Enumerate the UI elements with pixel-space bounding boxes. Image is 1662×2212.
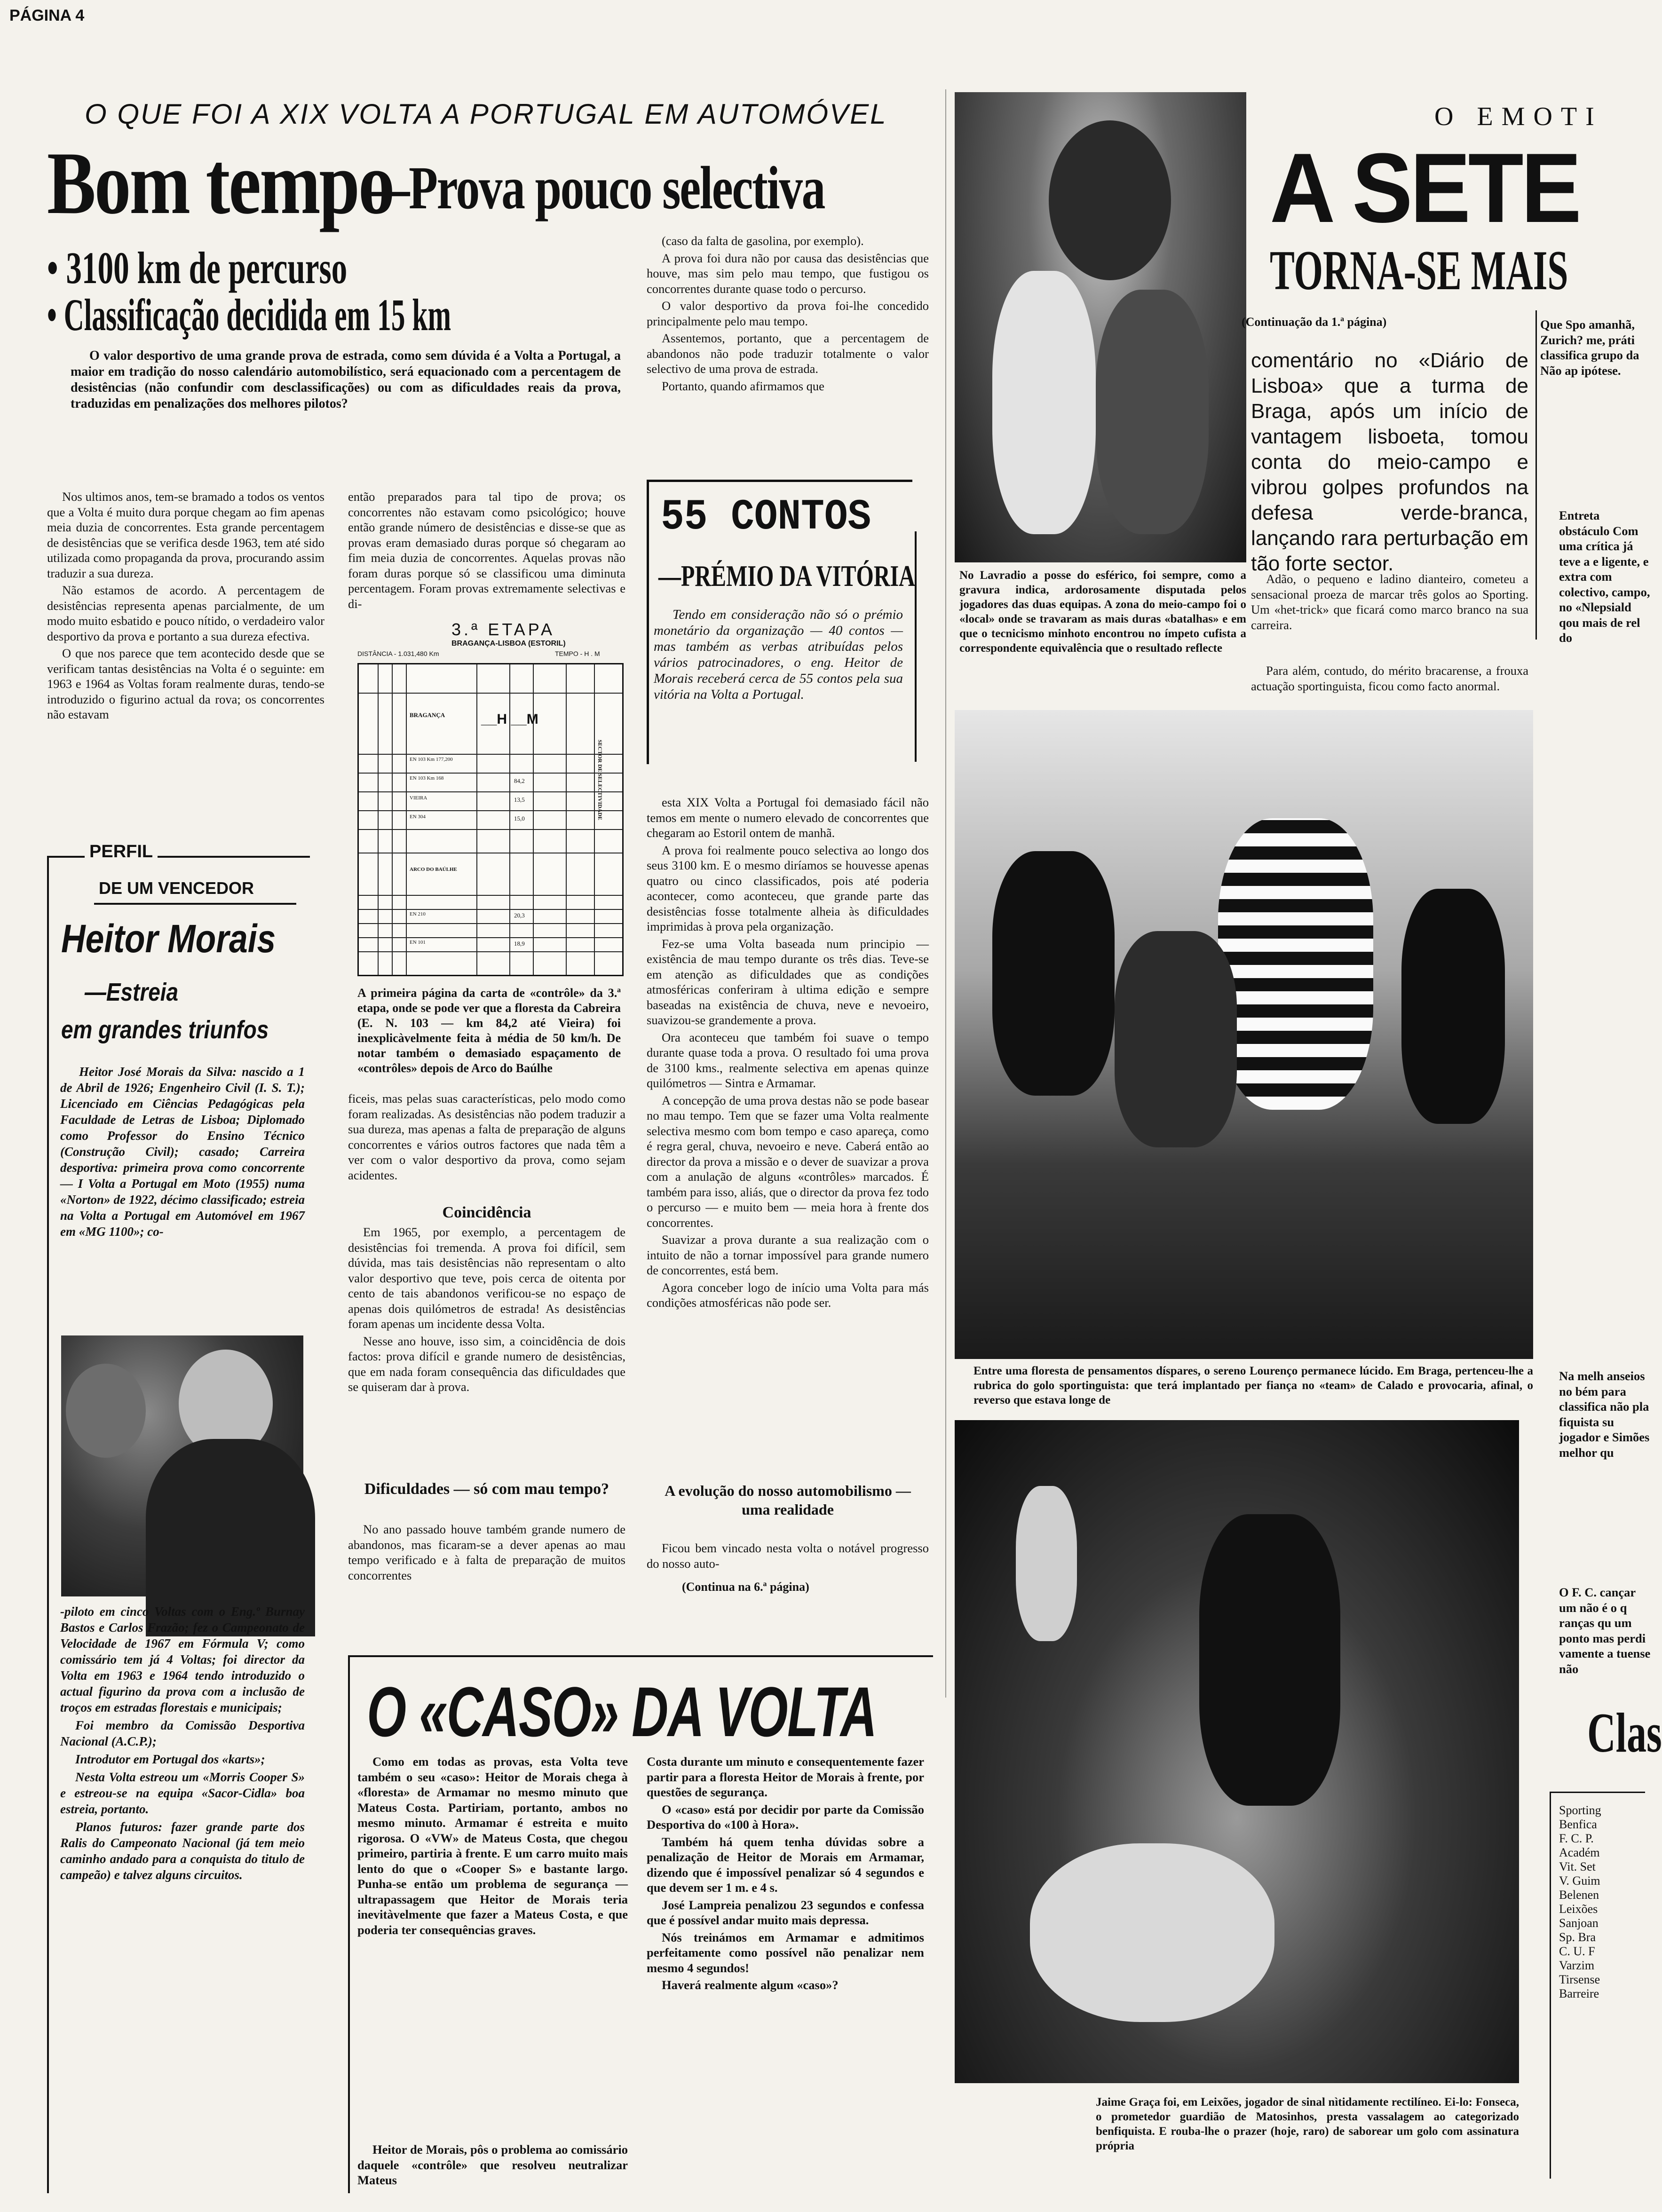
perfil-bio-2 [60, 1604, 305, 1885]
stage-value-2: 13,5 [514, 796, 525, 803]
col3-top-p3: O valor desportivo da prova foi-lhe concedido principalmente pelo mau tempo. [647, 299, 929, 328]
perfil-bio-1: Heitor José Morais da Silva: nascido a 1 de Abril de 1926; Engenheiro Civil (I. S. T.); Licenciado em Ciências Pedagógicas pela Faculdade de Letras de Lisboa; Diplomado como Professor do Ensino Técnico (Construção Civil); casado; Carreira desportiva: primeira prova como concorrente — I Volta a Portugal em Moto (1955) numa «Norton» de 1922, décimo classificado; estreia na Volta a Portugal em Automóvel em 1967 em «MG 1100»; co- [60, 1065, 305, 1239]
class-team-8: Leixões [1559, 1902, 1598, 1916]
right-kicker: O EMOTI [1434, 102, 1603, 131]
caso-col2-p6: Haverá realmente algum «caso»? [662, 1978, 839, 1992]
stage-place-2: EN 103 Km 177,200 [410, 757, 453, 762]
right-edge-clip [1540, 310, 1662, 2191]
page-label: PÁGINA 4 [9, 7, 85, 24]
subhead-coincidencia: Coincidência [442, 1204, 531, 1221]
stage-table-subtitle: BRAGANÇA-LISBOA (ESTORIL) [451, 640, 566, 648]
col3-top-p4: Assentemos, portanto, que a percentagem de abandonos não pode traduzir totalmente o valor selectivo de uma prova de estrada. [647, 331, 929, 376]
col2-top: então preparados para tal tipo de prova; os concorrentes não estavam como psicológico; houve então grande número de desistências e disse-se que as provas eram demasiado duras porque só chegaram ao fim meia duzia de concorrentes. Aquelas provas não foram duras porque só se classificou uma diminuta percentagem. Foram provas extremamente selectivas e di- [348, 490, 625, 611]
col1-p3: O que nos parece que tem acontecido desde que se verificam tantas desistências na Volta é o seguinte: em 1963 e 1964 as Voltas foram realmente duras, tendo-se introduzido o figurino actual da rova; os concorrentes não estavam [47, 646, 324, 721]
right-edge-rule [1535, 310, 1537, 640]
col3-mid-p3: Fez-se uma Volta baseada num principio — existência de mau tempo durante os três dias. Teve-se em atenção as dificuldades que as condições atmosféricas conferiram à ultima edição e sempre baseadas na existência de chuva, neve e nevoeiro, suavizou-se grandemente a prova. [647, 936, 929, 1027]
stage-place-5: EN 304 [410, 814, 426, 820]
col3-mid-p5: A concepção de uma prova destas não se pode basear no mau tempo. Tem que se fazer uma Volta realmente selectiva mesmo com bom tempo e caso apareça, como é regra geral, chuva, nevoeiro e neve. Caberá então ao director da prova a missão e o dever de suavizar a prova com a anulação de alguns «contrôles» marcados. É também para isso, aliás, que o director da prova fez todo o percurso — e muito bem — meia hora à frente dos concorrentes. [647, 1093, 929, 1230]
perfil-name: Heitor Morais [61, 916, 276, 961]
prize-subtitle: —PRÉMIO DA VITÓRIA [658, 559, 915, 592]
caso-col2-p4: José Lampreia penalizou 23 segundos e confessa que é possível andar muito mais depressa. [647, 1897, 924, 1927]
kicker: O QUE FOI A XIX VOLTA A PORTUGAL EM AUTOMÓVEL [85, 98, 887, 130]
class-team-9: Sanjoan [1559, 1916, 1599, 1930]
stage-side-label: SECTOR DE SELECTIVIDADE [597, 740, 603, 821]
stage-place-3: EN 103 Km 168 [410, 775, 444, 781]
col3-mid-p6: Suavizar a prova durante a sua realização com o intuito de não a tornar impossível para grande numero de concorrentes, está bem. [647, 1232, 929, 1277]
class-team-7: Belenen [1559, 1888, 1599, 1902]
caso-col1: Como em todas as provas, esta Volta teve também o seu «caso»: Heitor de Morais chega à «floresta» de Armamar no mesmo minuto que Mateus Costa. Partiriam, portanto, ambos no mesmo minuto. Armamar é estreita e muito rigorosa. O «VW» de Mateus Costa, que chegou primeiro, partiria à frente. E um carro muito mais lento do que o «Cooper S» e bastante largo. Punha-se então um problema de segurança — ultrapassagem que Heitor de Morais teria inevitàvelmente que fazer a Mateus Costa, e que poderia ter consequências graves. [357, 1754, 628, 1937]
stage-place-7: EN 210 [410, 911, 426, 917]
stage-table-distance: DISTÂNCIA - 1.031,480 Km [357, 650, 439, 657]
photo-lavradio [955, 92, 1246, 562]
stage-time-box: __H __M [481, 711, 538, 727]
heitor-morais-photo [61, 1335, 303, 1596]
caso-title: O «CASO» DA VOLTA [367, 1672, 877, 1751]
stage-table-title: 3.ª ETAPA [451, 620, 555, 639]
perfil-tag-2: em grandes triunfos [61, 1016, 269, 1044]
col2-coinc-p2: Nesse ano houve, isso sim, a coincidência de dois factos: prova difícil e grande numero de desistências, que em nada foram consequência das dificuldades que se quiseram dar à prova. [348, 1334, 625, 1394]
stage-value-1: 84,2 [514, 777, 525, 784]
col3-top-p2: A prova foi dura não por causa das desistências que houve, mas sim pelo mau tempo, que fustigou os concorrentes durante quase todo o percurso. [647, 251, 929, 296]
perfil-tag-1: —Estreia [85, 978, 179, 1006]
stage-table-time: TEMPO - H . M [555, 650, 600, 657]
right-headline: A SETE [1270, 133, 1579, 243]
prize-title: 55 CONTOS [661, 492, 871, 542]
class-team-4: Académ [1559, 1846, 1600, 1859]
stage-value-3: 15,0 [514, 815, 525, 822]
photo-leixoes [955, 1420, 1519, 2083]
edge-text-4: O F. C. cançar um não é o q ranças qu um ponto mas perdi vamente a tuense não [1559, 1585, 1651, 1676]
class-team-11: C. U. F [1559, 1944, 1595, 1958]
table-caption: A primeira página da carta de «contrôle» da 3.ª etapa, onde se pode ver que a floresta da Cabreira (E. N. 103 — km 84,2 até Vieira) foi inexplicàvelmente feita à média de 50 km/h. De notar também o demasiado espaçamento de «contrôles» depois de Arco do Baúlhe [357, 986, 621, 1075]
col3-mid-p4: Ora aconteceu que também foi suave o tempo durante quase toda a prova. O resultado foi uma prova de 3100 kms., realmente selectiva em apenas quinze quilómetros — Sintra e Armamar. [647, 1030, 929, 1090]
caso-col2 [647, 1754, 924, 1995]
right-p2: Adão, o pequeno e ladino dianteiro, cometeu a sensacional proeza de marcar três golos ao Sporting. Um «het-trick» que ficará como marco branco na sua carreira. [1251, 572, 1528, 632]
class-team-14: Barreire [1559, 1987, 1599, 2000]
photo-leixoes-caption: Jaime Graça foi, em Leixões, jogador de sinal nìtidamente rectilíneo. Ei-lo: Fonseca, o prometedor guardião de Matosinhos, presta vassalagem ao categorizado benfiquista. E rouba-lhe o prazer (hoje, raro) de saborear um golo com assinatura própria [1096, 2096, 1519, 2152]
perfil-sublabel-rule [94, 903, 296, 905]
col-separator-3 [945, 89, 946, 1698]
caso-col2-p2: O «caso» está por decidir por parte da Comissão Desportiva do «100 à Hora». [647, 1802, 924, 1832]
classification-title: Clas [1587, 1701, 1662, 1764]
stage-table [357, 663, 624, 976]
stage-value-5: 18,9 [514, 940, 525, 947]
photo-braga-caption: Entre uma floresta de pensamentos díspares, o sereno Lourenço permanece lúcido. Em Braga, pertenceu-lhe a rubrica do golo sportinguista: que terá implantado per fiança no «team» de Calado e provocaria, afinal, o reverso que estava longe de [973, 1365, 1533, 1406]
headline-main: Bom tempo [47, 134, 394, 233]
col3-mid-p2: A prova foi realmente pouco selectiva ao longo dos seus 3100 km. E o mesmo diríamos se houvesse apenas quatro ou cinco classificados, pois até poderia acontecer, como aconteceu, que grande parte das desistências fosse totalmente alheia às dificuldades imprimidas à prova pela organização. [647, 843, 929, 933]
perfil-label: PERFIL [85, 842, 158, 862]
col3-mid-p1: esta XIX Volta a Portugal foi demasiado fácil não temos em mente o numero elevado de concorrentes que chegaram ao Estoril ontem de manhã. [647, 795, 929, 840]
col2-mid: ficeis, mas pelas suas características, pelo modo como foram realizadas. As desistências não podem traduzir a sua dureza, mas apenas a falta de preparação de alguns concorrentes e vários outros factores que nada têm a ver com o valor desportivo da prova, como sejam acidentes. [348, 1091, 625, 1182]
col3-evolucao: Ficou bem vincado nesta volta o notável progresso do nosso auto- [647, 1541, 929, 1571]
perfil-bio-2-p1: -piloto em cinco Voltas com o Eng.º Burnay Bastos e Carlos Frazão; fez o Campeonato de Velocidade de 1967 em Fórmula V; como comissário tem já 4 Voltas; foi director da Volta em 1963 e 1964 tendo introduzido o actual figurino da prova com a inclusão de troços em estradas florestais e municipais; [60, 1604, 305, 1714]
class-team-2: Benfica [1559, 1817, 1597, 1831]
prize-text: Tendo em consideração não só o prémio monetário da organização — 40 contos — mas também as verbas atribuídas pelos vários patrocinadores, o eng. Heitor de Morais receberá cerca de 55 contos pela sua vitória na Volta a Portugal. [654, 607, 903, 702]
stage-place-6: ARCO DO BAÚLHE [410, 867, 457, 872]
subhead-evolucao: A evolução do nosso automobilismo — uma realidade [665, 1482, 911, 1518]
class-team-1: Sporting [1559, 1803, 1601, 1817]
subhead-dificuldades: Dificuldades — só com mau tempo? [364, 1480, 609, 1498]
right-text: comentário no «Diário de Lisboa» que a turma de Braga, após um início de vantagem lisboeta, tomou conta do meio-campo e vibrou golpes profundos na defesa verde-branca, lançando rara perturbação em tão forte sector. [1251, 349, 1528, 575]
class-team-6: V. Guim [1559, 1874, 1600, 1888]
caso-col2-p3: Também há quem tenha dúvidas sobre a penalização de Heitor de Morais em Armamar, dizendo que é impossível penalizar só 4 segundos e que devem ser 1 m. e 4 s. [647, 1834, 924, 1895]
class-team-13: Tirsense [1559, 1973, 1600, 1986]
perfil-bio-2-p5: Planos futuros: fazer grande parte dos Ralis do Campeonato Nacional (já tem meio caminho andado para a conquista do titulo de campeão) e talvez alguns circuitos. [60, 1820, 305, 1882]
column-3-mid [647, 795, 929, 1312]
photo-lavradio-caption: No Lavradio a posse do esférico, foi sempre, como a gravura indica, ardorosamente disputada pelos jogadores das duas equipas. A zona do meio-campo foi o «local» onde se travaram as mais duras «batalhas» e em que o tecnicismo minhoto encontrou no ímpeto cufista a correspondente equivalência que o resultado reflecte [959, 569, 1246, 655]
classification-list [1559, 1803, 1601, 2001]
perfil-bio-2-p2: Foi membro da Comissão Desportiva Nacional (A.C.P.); [60, 1718, 305, 1748]
class-team-5: Vit. Set [1559, 1860, 1596, 1873]
headline-sub: —Prova pouco selectiva [362, 154, 825, 222]
right-subhead: TORNA-SE MAIS [1270, 239, 1568, 301]
photo-braga-match [955, 710, 1533, 1359]
perfil-sublabel: DE UM VENCEDOR [99, 878, 254, 898]
edge-text-1: Que Spo amanhã, Zurich? me, práti classifica grupo da Não ap ipótese. [1540, 317, 1639, 378]
col3-mid-p7: Agora conceber logo de início uma Volta para más condições atmosféricas não pode ser. [647, 1280, 929, 1310]
col2-dificuldades: No ano passado houve também grande numero de abandonos, mas ficaram-se a dever apenas ao mau tempo verificado e à falta de preparação de muitos concorrentes [348, 1522, 625, 1582]
edge-text-3: Na melh anseios no bém para classifica não pla fiquista su jogador e Simões melhor qu [1559, 1369, 1650, 1460]
edge-text-2: Entreta obstáculo Com uma crítica já teve a e ligente, e extra com colectivo, campo, no «Nlepsiald qou mais de rel do [1559, 508, 1650, 645]
class-team-10: Sp. Bra [1559, 1930, 1596, 1944]
right-continuation: (Continuação da 1.ª página) [1242, 315, 1387, 329]
class-team-3: F. C. P. [1559, 1832, 1594, 1845]
column-3-top [647, 233, 929, 395]
perfil-bio-2-p3: Introdutor em Portugal dos «karts»; [75, 1752, 265, 1766]
col2-coincidencia [348, 1224, 625, 1397]
continua-note: (Continua na 6.ª página) [682, 1580, 809, 1594]
stage-place-1: BRAGANÇA [410, 711, 445, 719]
col3-top-p1: (caso da falta de gasolina, por exemplo). [662, 234, 864, 248]
right-p3: Para além, contudo, do mérito bracarense, a frouxa actuação sportinguista, ficou como facto anormal. [1251, 664, 1528, 693]
stage-value-4: 20,3 [514, 912, 525, 919]
col2-coinc-p1: Em 1965, por exemplo, a percentagem de desistências foi tremenda. A prova foi difícil, sem dúvida, mas tais desistências não representam o alto valor desportivo que teve, pois cerca de oitenta por cento de tais abandonos verificou-se no espaço de apenas dois quilómetros de estrada! As desistências foram apenas um incidente dessa Volta. [348, 1225, 625, 1331]
col1-p1: Nos ultimos anos, tem-se bramado a todos os ventos que a Volta é muito dura porque chegam ao fim apenas meia duzia de concorrentes. Esta grande percentagem de desistências que se verifica desde 1963, tem até sido utilizada como propaganda da prova, procurando assim traduzir a sua dureza. [47, 490, 324, 580]
col1-p2: Não estamos de acordo. A percentagem de desistências representa apenas parcialmente, de um modo muito esbatido e pouco nítido, o verdadeiro valor desportivo da prova e portanto a sua dureza efectiva. [47, 583, 324, 643]
caso-col2-p5: Nós treinámos em Armamar e admitimos perfeitamente como possível não penalizar nem mesmo 4 segundos! [647, 1930, 924, 1975]
bullet-2: • Classificação decidida em 15 km [47, 290, 451, 340]
caso-col1b: Heitor de Morais, pôs o problema ao comissário daquele «contrôle» que resolveu neutralizar Mateus [357, 2142, 628, 2187]
bullet-1: • 3100 km de percurso [47, 243, 348, 293]
col3-top-p5: Portanto, quando afirmamos que [662, 379, 824, 393]
class-team-12: Varzim [1559, 1959, 1595, 1972]
caso-col2-p1: Costa durante um minuto e consequentemente fazer partir para a floresta Heitor de Morais à frente, por questões de segurança. [647, 1754, 924, 1799]
stage-place-4: VIEIRA [410, 795, 427, 801]
lead-paragraph: O valor desportivo de uma grande prova de estrada, como sem dúvida é a Volta a Portugal, a maior em tradição do nosso calendário automobilístico, será equacionado com a percentagem de desistências (não confundir com desclassificações) ou com as dificuldades reais da prova, traduzidas em penalizações dos melhores pilotos? [71, 348, 621, 411]
column-1 [47, 489, 324, 724]
stage-place-8: EN 101 [410, 940, 426, 945]
perfil-bio-2-p4: Nesta Volta estreou um «Morris Cooper S» e estreou-se na equipa «Sacor-Cidla» boa estreia, portanto. [60, 1770, 305, 1816]
